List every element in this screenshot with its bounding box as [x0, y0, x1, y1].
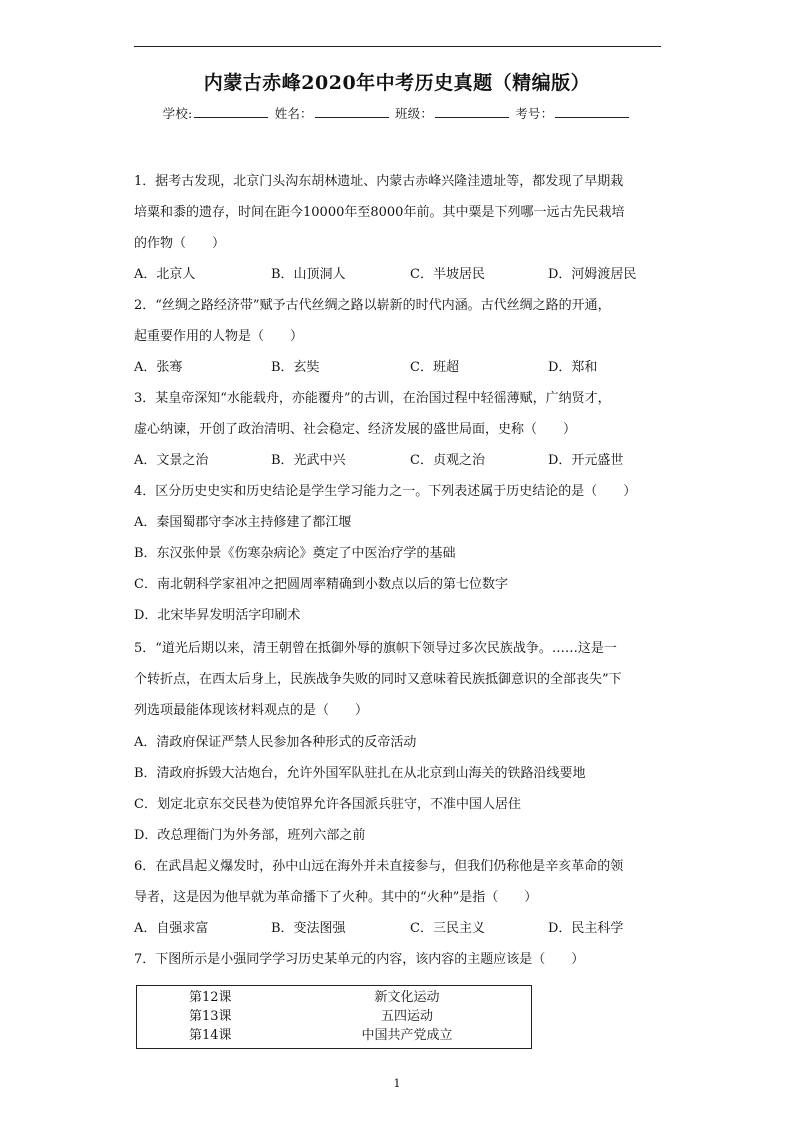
option-d[interactable]: D．开元盛世: [548, 453, 624, 468]
option-c[interactable]: C．南北朝科学家祖冲之把圆周率精确到小数点以后的第七位数字: [134, 577, 508, 592]
header-rule: [134, 46, 661, 47]
option-d[interactable]: D．民主科学: [548, 921, 624, 936]
option-b[interactable]: B．玄奘: [271, 360, 320, 375]
option-a[interactable]: A．自强求富: [134, 921, 209, 936]
question-3-stem: 3．某皇帝深知“水能载舟，亦能覆舟”的古训，在治国过程中轻徭薄赋，广纳贤才， 虚心纳谏，开创了政治清明、社会稳定、经济发展的盛世局面，史称（ ）: [134, 391, 611, 437]
question-2-options: [134, 352, 664, 383]
option-d[interactable]: D．改总理衙门为外务部，班列六部之前: [134, 828, 366, 843]
option-b[interactable]: B．光武中兴: [271, 453, 346, 468]
question-6-stem: 6．在武昌起义爆发时，孙中山远在海外并未直接参与，但我们仍称他是辛亥革命的领 导者，这是因为他早就为革命播下了火种。其中的“火种”是指（ ）: [134, 859, 624, 905]
question-2-stem: 2．“丝绸之路经济带”赋予古代丝绸之路以崭新的时代内涵。古代丝绸之路的开通， 起重要作用的人物是（ ）: [134, 298, 611, 344]
question-6-options: [134, 913, 664, 944]
option-a[interactable]: A．张骞: [134, 360, 183, 375]
option-d[interactable]: D．郑和: [548, 360, 598, 375]
question-1-options: [134, 259, 664, 290]
question-4-stem: 4．区分历史史实和历史结论是学生学习能力之一。下列表述属于历史结论的是（ ）: [134, 484, 637, 499]
option-b[interactable]: B．东汉张仲景《伤寒杂病论》奠定了中医治疗学的基础: [134, 546, 456, 561]
question-7-stem: 7．下图所示是小强同学学习历史某单元的内容，该内容的主题应该是（ ）: [134, 952, 585, 967]
question-3-options: [134, 445, 664, 476]
name-blank[interactable]: [315, 105, 389, 118]
name-label: 姓名：: [274, 106, 313, 121]
class-label: 班级：: [394, 106, 434, 121]
unit-lesson-table: [136, 985, 532, 1049]
option-a[interactable]: A．文景之治: [134, 453, 209, 468]
table-row: [137, 1007, 531, 1026]
page-title: 内蒙古赤峰2020年中考历史真题（精编版）: [203, 72, 591, 94]
option-b[interactable]: B．变法图强: [271, 921, 346, 936]
school-label: 学校:: [162, 106, 193, 121]
option-c[interactable]: C．划定北京东交民巷为使馆界允许各国派兵驻守，不准中国人居住: [134, 797, 521, 812]
school-blank[interactable]: [194, 105, 268, 118]
student-info-line: [0, 104, 794, 122]
option-d[interactable]: D．北宋毕昇发明活字印刷术: [134, 608, 301, 623]
lesson-number: 第13课: [189, 1009, 232, 1024]
option-b[interactable]: B．山顶洞人: [271, 267, 346, 282]
option-b[interactable]: B．清政府拆毁大沽炮台，允许外国军队驻扎在从北京到山海关的铁路沿线要地: [134, 766, 586, 781]
lesson-topic: 中国共产党成立: [361, 1028, 453, 1043]
option-a[interactable]: A．北京人: [134, 267, 196, 282]
option-c[interactable]: C．班超: [410, 360, 459, 375]
table-row: [137, 1026, 531, 1045]
number-label: 考号：: [515, 106, 554, 121]
question-5-stem: 5．“道光后期以来，清王朝曾在抵御外辱的旗帜下领导过多次民族战争。……这是一 个转折点，在西太后身上，民族战争失败的同时又意味着民族抵御意识的全部丧失”下 列选项最能体现该材料观点的是（ ）: [134, 641, 622, 718]
class-blank[interactable]: [435, 105, 509, 118]
option-a[interactable]: A．清政府保证严禁人民参加各种形式的反帝活动: [134, 735, 417, 750]
option-c[interactable]: C．贞观之治: [410, 453, 485, 468]
lesson-topic: 新文化运动: [374, 990, 440, 1005]
option-d[interactable]: D．河姆渡居民: [548, 267, 637, 282]
table-row: [137, 988, 531, 1007]
lesson-topic: 五四运动: [380, 1009, 433, 1024]
option-a[interactable]: A．秦国蜀郡守李冰主持修建了都江堰: [134, 515, 352, 530]
option-c[interactable]: C．半坡居民: [410, 267, 485, 282]
question-1-stem: 1．据考古发现，北京门头沟东胡林遗址、内蒙古赤峰兴隆洼遗址等，都发现了早期栽 培粟和黍的遗存，时间在距今10000年至8000年前。其中粟是下列哪一远古先民栽培 的作物（ ）: [134, 174, 625, 251]
page-number: 1: [393, 1077, 401, 1090]
number-blank[interactable]: [555, 105, 629, 118]
lesson-number: 第12课: [189, 990, 232, 1005]
option-c[interactable]: C．三民主义: [410, 921, 485, 936]
lesson-number: 第14课: [189, 1028, 232, 1043]
